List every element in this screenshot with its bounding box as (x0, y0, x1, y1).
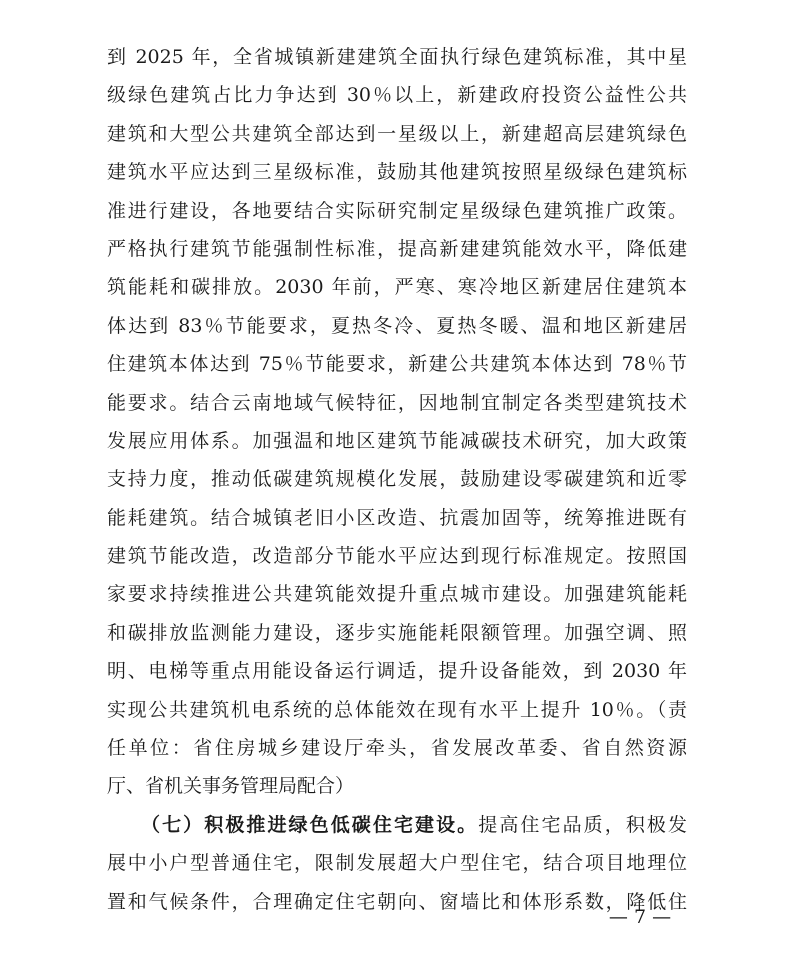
text-line: 发展应用体系。加强温和地区建筑节能减碳技术研究，加大政策 (107, 429, 687, 452)
section-7-text: 提高住宅品质，积极发 (478, 813, 687, 836)
text-line: 严格执行建筑节能强制性标准，提高新建建筑能效水平，降低建 (107, 237, 687, 260)
section-7-first-line (107, 806, 687, 844)
text-line: 支持力度，推动低碳建筑规模化发展，鼓励建设零碳建筑和近零 (107, 468, 687, 491)
text-line: 建筑和大型公共建筑全部达到一星级以上，新建超高层建筑绿色 (107, 122, 687, 145)
text-line: 和碳排放监测能力建设，逐步实施能耗限额管理。加强空调、照 (107, 621, 687, 644)
text-line: 体达到 83％节能要求，夏热冬冷、夏热冬暖、温和地区新建居 (107, 314, 687, 337)
text-line: 建筑水平应达到三星级标准，鼓励其他建筑按照星级绿色建筑标 (107, 161, 687, 184)
text-line: 到 2025 年，全省城镇新建建筑全面执行绿色建筑标准，其中星 (107, 46, 687, 68)
text-line: 厅、省机关事务管理局配合） (107, 775, 355, 798)
text-line: 能耗建筑。结合城镇老旧小区改造、抗震加固等，统筹推进既有 (107, 506, 687, 529)
text-line: 置和气候条件，合理确定住宅朝向、窗墙比和体形系数，降低住 (107, 890, 687, 913)
body-text (107, 38, 687, 921)
text-line: 级绿色建筑占比力争达到 30％以上，新建政府投资公益性公共 (107, 84, 687, 107)
text-line: 能要求。结合云南地域气候特征，因地制宜制定各类型建筑技术 (107, 391, 687, 414)
text-line: 准进行建设，各地要结合实际研究制定星级绿色建筑推广政策。 (107, 199, 687, 222)
text-line: 任单位：省住房城乡建设厅牵头，省发展改革委、省自然资源 (107, 737, 687, 760)
section-7-heading: （七）积极推进绿色低碳住宅建设。 (141, 813, 479, 836)
text-line: 实现公共建筑机电系统的总体能效在现有水平上提升 10％。（责 (107, 698, 687, 721)
text-line: 家要求持续推进公共建筑能效提升重点城市建设。加强建筑能耗 (107, 583, 687, 606)
text-line: 筑能耗和碳排放。2030 年前，严寒、寒冷地区新建居住建筑本 (107, 276, 687, 299)
text-line: 住建筑本体达到 75％节能要求，新建公共建筑本体达到 78％节 (107, 353, 687, 376)
text-line: 建筑节能改造，改造部分节能水平应达到现行标准规定。按照国 (107, 545, 687, 568)
text-line: 展中小户型普通住宅，限制发展超大户型住宅，结合项目地理位 (107, 852, 687, 875)
page-number: — 7 — (608, 906, 672, 928)
text-line: 明、电梯等重点用能设备运行调适，提升设备能效，到 2030 年 (107, 660, 687, 683)
